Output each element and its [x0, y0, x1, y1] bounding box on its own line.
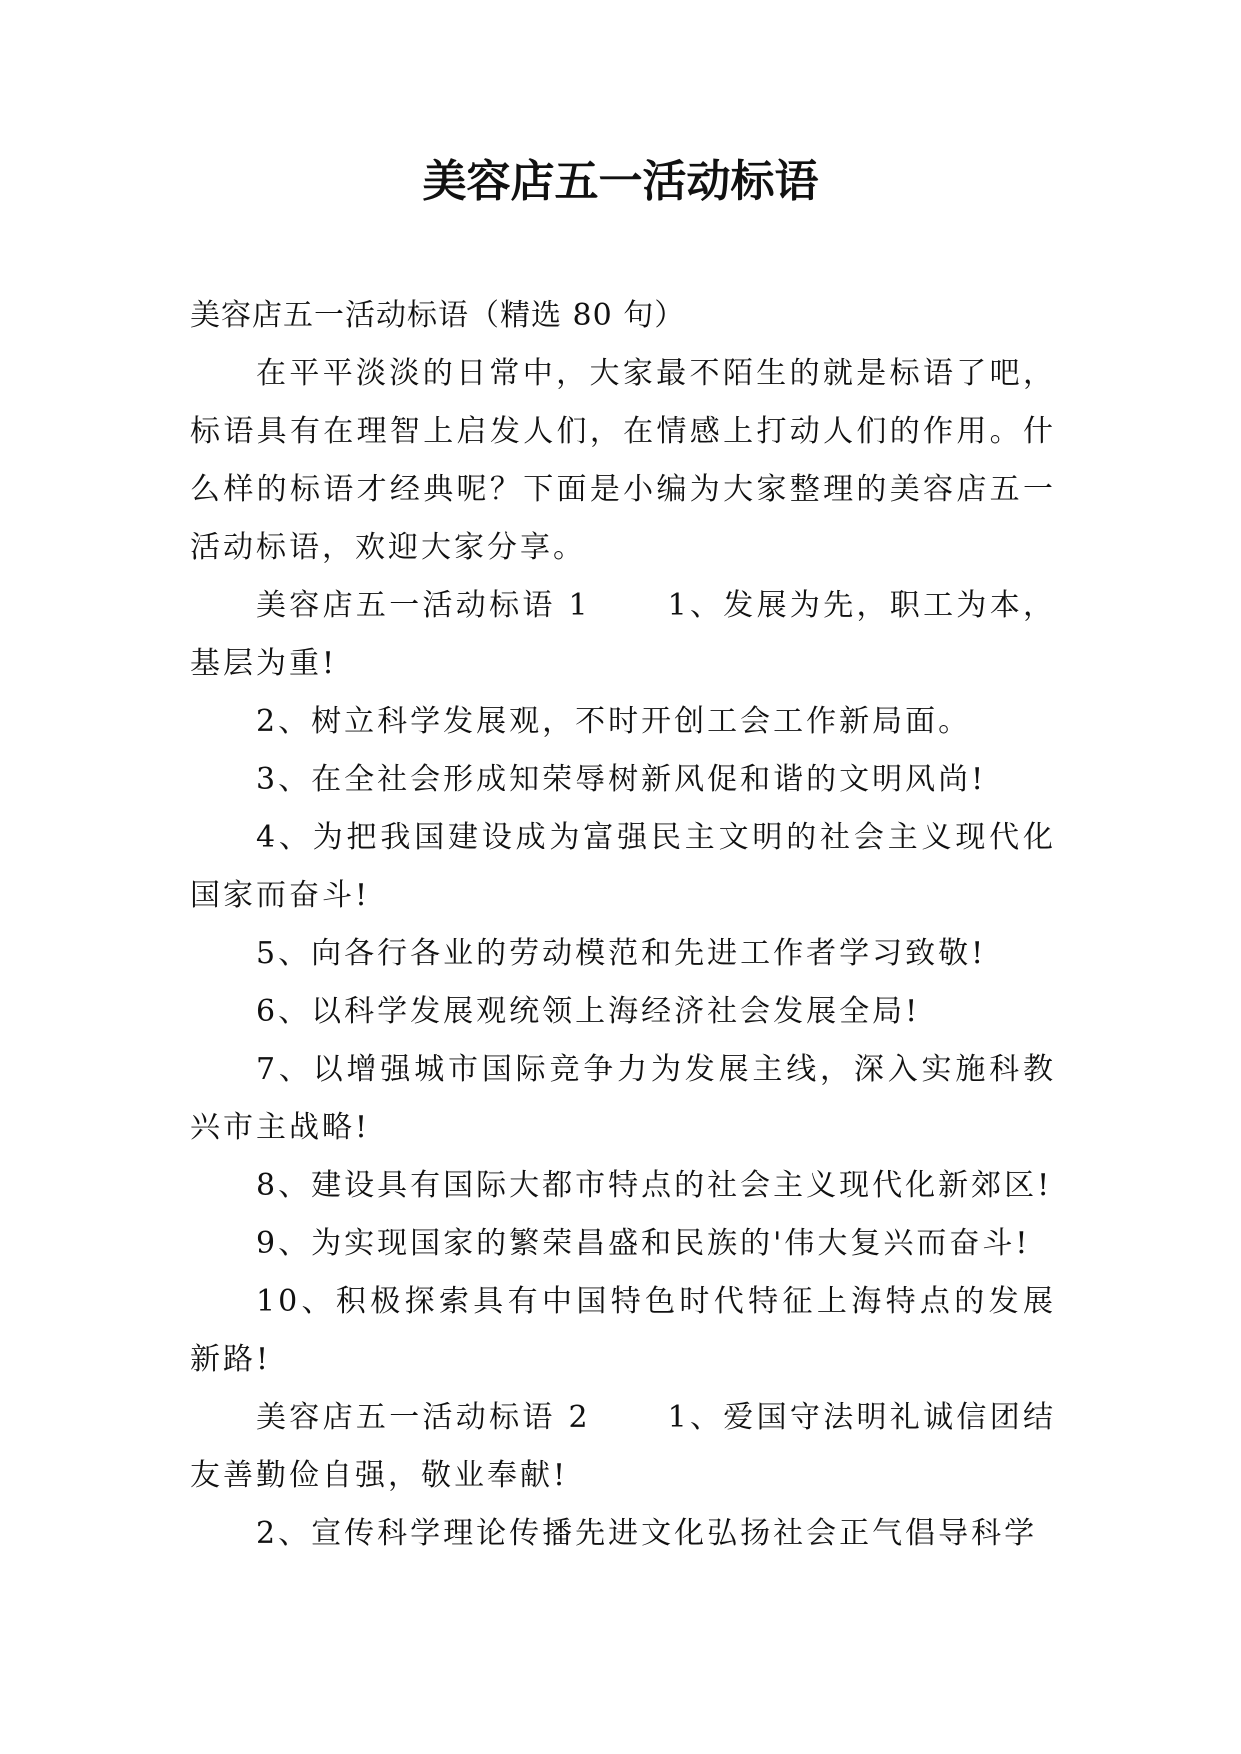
- slogan-item: 5、向各行各业的劳动模范和先进工作者学习致敬!: [256, 936, 987, 971]
- slogan-item: 6、以科学发展观统领上海经济社会发展全局!: [256, 994, 921, 1029]
- slogan-item: 2、宣传科学理论传播先进文化弘扬社会正气倡导科学: [256, 1516, 1038, 1551]
- slogan-item: 10、积极探索具有中国特色时代特征上海特点的发展新路!: [190, 1284, 1056, 1377]
- slogan-item: 2、树立科学发展观，不时开创工会工作新局面。: [256, 704, 972, 739]
- slogan-item: 8、建设具有国际大都市特点的社会主义现代化新郊区!: [256, 1168, 1053, 1203]
- slogan-item: 4、为把我国建设成为富强民主文明的社会主义现代化国家而奋斗!: [190, 820, 1056, 913]
- document-title: 美容店五一活动标语: [422, 156, 819, 207]
- slogan-item: 3、在全社会形成知荣辱树新风促和谐的文明风尚!: [256, 762, 987, 797]
- section-1-lead: 美容店五一活动标语 1 1、发展为先，职工为本，基层为重!: [190, 588, 1056, 681]
- slogan-item: 9、为实现国家的繁荣昌盛和民族的'伟大复兴而奋斗!: [256, 1226, 1031, 1261]
- section-2-lead: 美容店五一活动标语 2 1、爱国守法明礼诚信团结友善勤俭自强，敬业奉献!: [190, 1400, 1056, 1493]
- slogan-item: 7、以增强城市国际竞争力为发展主线，深入实施科教兴市主战略!: [190, 1052, 1056, 1145]
- document-subtitle: 美容店五一活动标语（精选 80 句）: [190, 298, 686, 333]
- intro-paragraph: 在平平淡淡的日常中，大家最不陌生的就是标语了吧，标语具有在理智上启发人们，在情感上打动人们的作用。什么样的标语才经典呢？下面是小编为大家整理的美容店五一活动标语，欢迎大家分享。: [190, 356, 1056, 565]
- document-body: [190, 287, 1056, 1563]
